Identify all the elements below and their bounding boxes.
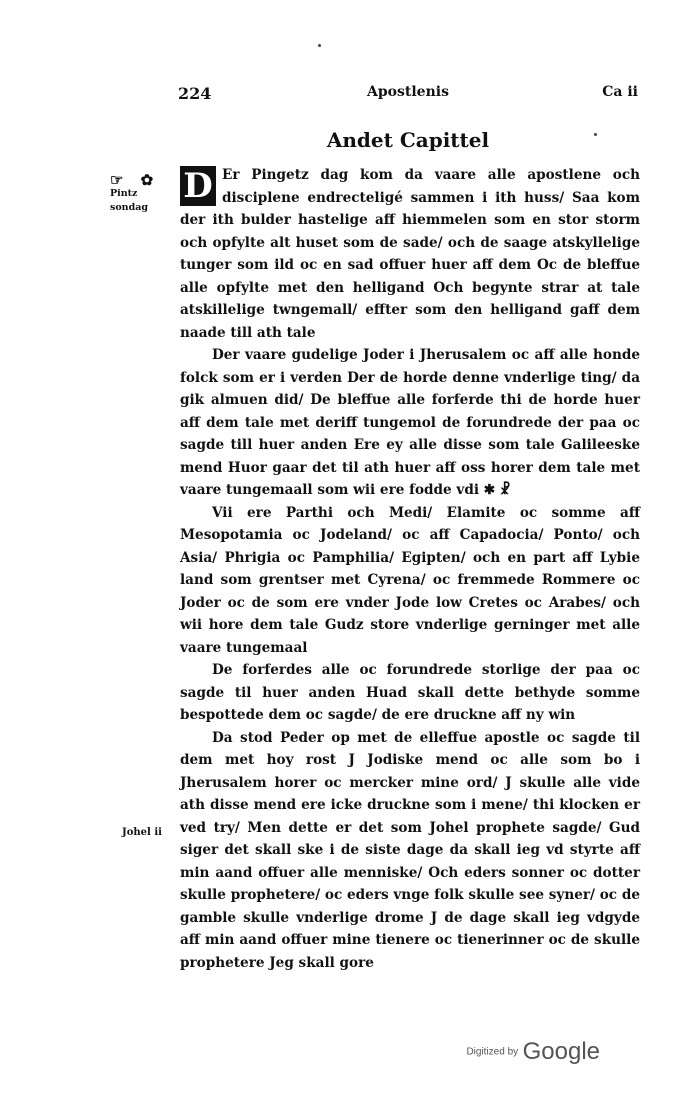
chapter-reference: Ca ii <box>602 84 638 100</box>
running-title: Apostlenis <box>367 84 449 100</box>
drop-cap: D <box>180 166 216 206</box>
paragraph-4: De forferdes alle oc forundrede storlige der paa oc sagde til huer anden Huad skall dette bethyde somme bespottede dem oc sagde/ de ere druckne aff ny win <box>180 662 640 723</box>
margin-note-pintz <box>110 173 170 215</box>
paragraph-3: Vii ere Parthi och Medi/ Elamite oc somme aff Mesopotamia oc Jodeland/ oc aff Capadocia/ Ponto/ och Asia/ Phrigia oc Pamphilia/ Egipten/ och en part aff Lybie land som grentser met Cyrena/ oc fremmede Rommere oc Joder oc de som ere vnder Jode low Cretes oc Arabes/ och wii hore dem tale Gudz store vnderlige gerninger met alle vaare tungemaal <box>180 504 640 656</box>
paragraph-2: Der vaare gudelige Joder i Jherusalem oc aff alle honde folck som er i verden Der de horde denne vnderlige ting/ da gik almuen did/ De bleffue alle forferde thi de horde huer aff dem tale met deriff tungemol de forundrede der paa oc sagde till huer anden Ere ey alle disse som tale Galileeske mend Huor gaar det til ath huer aff oss horer dem tale met vaare tungemaall som wii ere fodde vdi ✱ ☧ <box>180 347 640 498</box>
google-logo: Google <box>522 1038 600 1065</box>
speck-1 <box>318 44 321 47</box>
margin-note-line-1: Pintz <box>110 188 138 199</box>
paragraph-5: Da stod Peder op met de elleffue apostle oc sagde til dem met hoy rost J Jodiske mend oc alle som bo i Jherusalem horer oc mercker mine ord/ J skulle alle vide ath disse mend ere icke druckne som i mene/ thi klocken er ved try/ Men dette er det som Johel prophete sagde/ Gud siger det skall ske i de siste dage da skall ieg vd styrte aff min aand offuer alle menniske/ Och eders sonner oc dotter skulle prophetere/ oc eders vnge folk skulle see syner/ oc de gamble skulle vnderlige drome J de dage skall ieg vdgyde aff min aand offuer mine tienere oc tienerinner oc de skulle prophetere Jeg skall gore <box>180 729 640 971</box>
margin-note-johel: Johel ii <box>122 827 162 838</box>
pointing-hand-icon: ☞ ✿ <box>110 171 160 189</box>
paragraph-1-text: Er Pingetz dag kom da vaare alle apostlene och disciplene endrecteligé sammen i ith huss/ Saa kom der ith bulder hastelige aff hiemmelen som en stor storm och opfylte alt huset som de sade/ och de saage atskyllelige tunger som ild oc en sad offuer huer aff dem Oc de bleffue alle opfylte met den helligand Och begynte strar at tale atskillelige twngemall/ effter som den helligand gaff dem naade till ath tale <box>180 167 640 341</box>
page-header <box>178 84 638 108</box>
chapter-title: Andet Capittel <box>326 128 490 152</box>
page-number: 224 <box>178 84 212 103</box>
digitized-watermark <box>466 1038 600 1066</box>
digitized-by-label: Digitized by <box>466 1046 519 1058</box>
paragraph-1 <box>180 164 640 344</box>
margin-note-line-2: sondag <box>110 202 149 213</box>
body-text <box>180 164 640 974</box>
